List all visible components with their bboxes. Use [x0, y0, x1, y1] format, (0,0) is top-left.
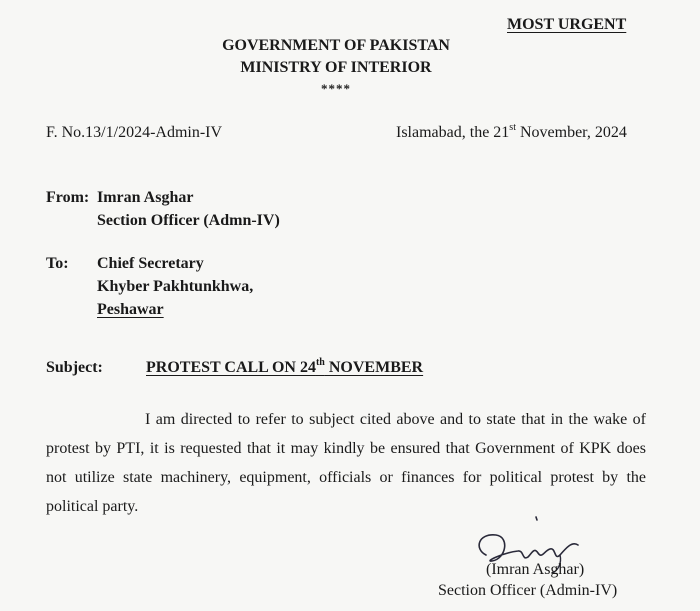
body-paragraph: I am directed to refer to subject cited above and to state that in the wake of protest by PTI, it is requested that it may kindly be ensured that Government of KPK does not utilize state machinery, equipment, officials or finances for political protest by the political party.: [46, 411, 646, 515]
subject-day-suffix: th: [315, 356, 325, 368]
subject-text-prefix: PROTEST CALL ON 24: [146, 359, 316, 376]
subject-text: [146, 356, 424, 377]
recipient-city: Peshawar: [97, 301, 164, 318]
place-date-prefix: Islamabad, the 21: [396, 124, 510, 141]
date-day-suffix: st: [509, 121, 516, 133]
place-and-date: [396, 121, 627, 142]
ministry-heading: MINISTRY OF INTERIOR: [240, 59, 432, 76]
recipient-province: Khyber Pakhtunkhwa,: [97, 278, 254, 295]
sender-designation: Section Officer (Admn-IV): [97, 212, 280, 229]
recipient-title: Chief Secretary: [97, 255, 204, 272]
subject-label: Subject:: [46, 359, 103, 376]
sender-name: Imran Asghar: [97, 189, 194, 206]
signatory-name: (Imran Asghar): [486, 561, 585, 578]
subject-text-rest: NOVEMBER: [324, 359, 424, 376]
government-heading: GOVERNMENT OF PAKISTAN: [222, 37, 450, 54]
to-label: To:: [46, 255, 69, 272]
file-number: F. No.13/1/2024-Admin-IV: [46, 124, 223, 141]
place-date-rest: November, 2024: [515, 124, 627, 141]
urgency-marking: MOST URGENT: [507, 16, 627, 33]
heading-stars: ****: [321, 81, 351, 96]
from-label: From:: [46, 189, 90, 206]
signatory-designation: Section Officer (Admin-IV): [438, 582, 618, 599]
